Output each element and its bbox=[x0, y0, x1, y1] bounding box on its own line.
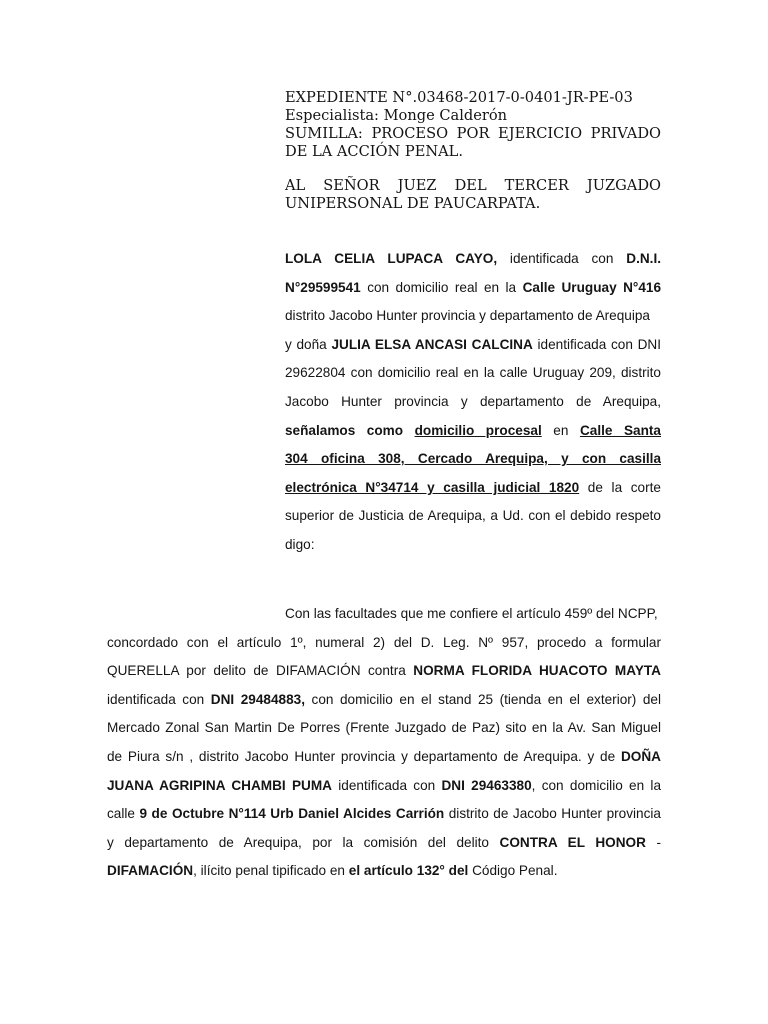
body-line: Mercado Zonal San Martin De Porres (Frente Juzgado de Paz) sito en la Av. San Miguel bbox=[107, 720, 661, 736]
expediente-number: EXPEDIENTE N°.03468-2017-0-0401-JR-PE-03 bbox=[285, 89, 633, 106]
body-line: concordado con el artículo 1º, numeral 2) del D. Leg. Nº 957, procedo a formular bbox=[107, 634, 661, 650]
casilla-info: electrónica N°34714 y casilla judicial 1820 bbox=[285, 479, 580, 495]
body-line: y departamento de Arequipa, por la comisión del delito CONTRA EL HONOR - bbox=[107, 834, 661, 850]
document-header bbox=[285, 89, 661, 213]
sumilla-line-1: SUMILLA: PROCESO POR EJERCICIO PRIVADO bbox=[285, 125, 661, 142]
querella-paragraph bbox=[107, 602, 661, 888]
article-reference: el artículo 132° del bbox=[348, 863, 469, 879]
defendant-1-name: NORMA FLORIDA HUACOTO MAYTA bbox=[413, 663, 661, 679]
intro-line: 29622804 con domicilio real en la calle Uruguay 209, distrito bbox=[285, 365, 661, 381]
body-line: DIFAMACIÓN, ilícito penal tipificado en el artículo 132° del Código Penal. bbox=[107, 863, 558, 879]
intro-paragraph bbox=[285, 247, 661, 562]
intro-line: y doña JULIA ELSA ANCASI CALCINA identificada con DNI bbox=[285, 336, 661, 352]
intro-line: LOLA CELIA LUPACA CAYO, identificada con D.N.I. bbox=[285, 251, 661, 266]
body-line: de Piura s/n , distrito Jacobo Hunter provincia y departamento de Arequipa. y de DOÑA bbox=[107, 748, 661, 764]
defendant-2-address: 9 de Octubre N°114 Urb Daniel Alcides Carrión bbox=[139, 806, 445, 822]
plaintiff-2-name: JULIA ELSA ANCASI CALCINA bbox=[331, 336, 533, 352]
intro-line: N°29599541 con domicilio real en la Calle Uruguay N°416 bbox=[285, 279, 661, 295]
especialista-line: Especialista: Monge Calderón bbox=[285, 107, 508, 124]
defendant-2-dni: DNI 29463380 bbox=[441, 777, 532, 793]
body-line: calle 9 de Octubre N°114 Urb Daniel Alcides Carrión distrito de Jacobo Hunter provincia bbox=[107, 806, 661, 822]
defendant-1-dni: DNI 29484883, bbox=[210, 691, 305, 707]
intro-line: 304 oficina 308, Cercado Arequipa, y con casilla bbox=[285, 451, 661, 467]
body-line: Con las facultades que me confiere el artículo 459º del NCPP, bbox=[285, 606, 658, 621]
addressee-line-1: AL SEÑOR JUEZ DEL TERCER JUZGADO bbox=[285, 177, 661, 194]
crime-name: CONTRA EL HONOR bbox=[499, 834, 646, 850]
plaintiff-1-name: LOLA CELIA LUPACA CAYO, bbox=[285, 251, 498, 266]
defendant-2-name: JUANA AGRIPINA CHAMBI PUMA bbox=[107, 777, 332, 793]
addressee-line-2: UNIPERSONAL DE PAUCARPATA. bbox=[285, 195, 541, 212]
intro-line: señalamos como domicilio procesal en Calle Santa bbox=[285, 422, 661, 438]
plaintiff-1-dni: N°29599541 bbox=[285, 279, 361, 295]
domicilio-procesal: domicilio procesal bbox=[414, 422, 542, 438]
body-line: QUERELLA por delito de DIFAMACIÓN contra NORMA FLORIDA HUACOTO MAYTA bbox=[107, 663, 661, 679]
intro-line: electrónica N°34714 y casilla judicial 1820 de la corte bbox=[285, 479, 661, 495]
intro-line: Jacobo Hunter provincia y departamento de Arequipa, bbox=[285, 393, 661, 409]
body-line: JUANA AGRIPINA CHAMBI PUMA identificada con DNI 29463380, con domicilio en la bbox=[107, 777, 661, 793]
body-line: identificada con DNI 29484883, con domicilio en el stand 25 (tienda en el exterior) del bbox=[107, 691, 661, 707]
intro-line: distrito Jacobo Hunter provincia y departamento de Arequipa bbox=[285, 308, 650, 324]
intro-line: superior de Justicia de Arequipa, a Ud. con el debido respeto bbox=[285, 508, 661, 524]
intro-line: digo: bbox=[285, 536, 315, 552]
sumilla-line-2: DE LA ACCIÓN PENAL. bbox=[285, 143, 463, 160]
